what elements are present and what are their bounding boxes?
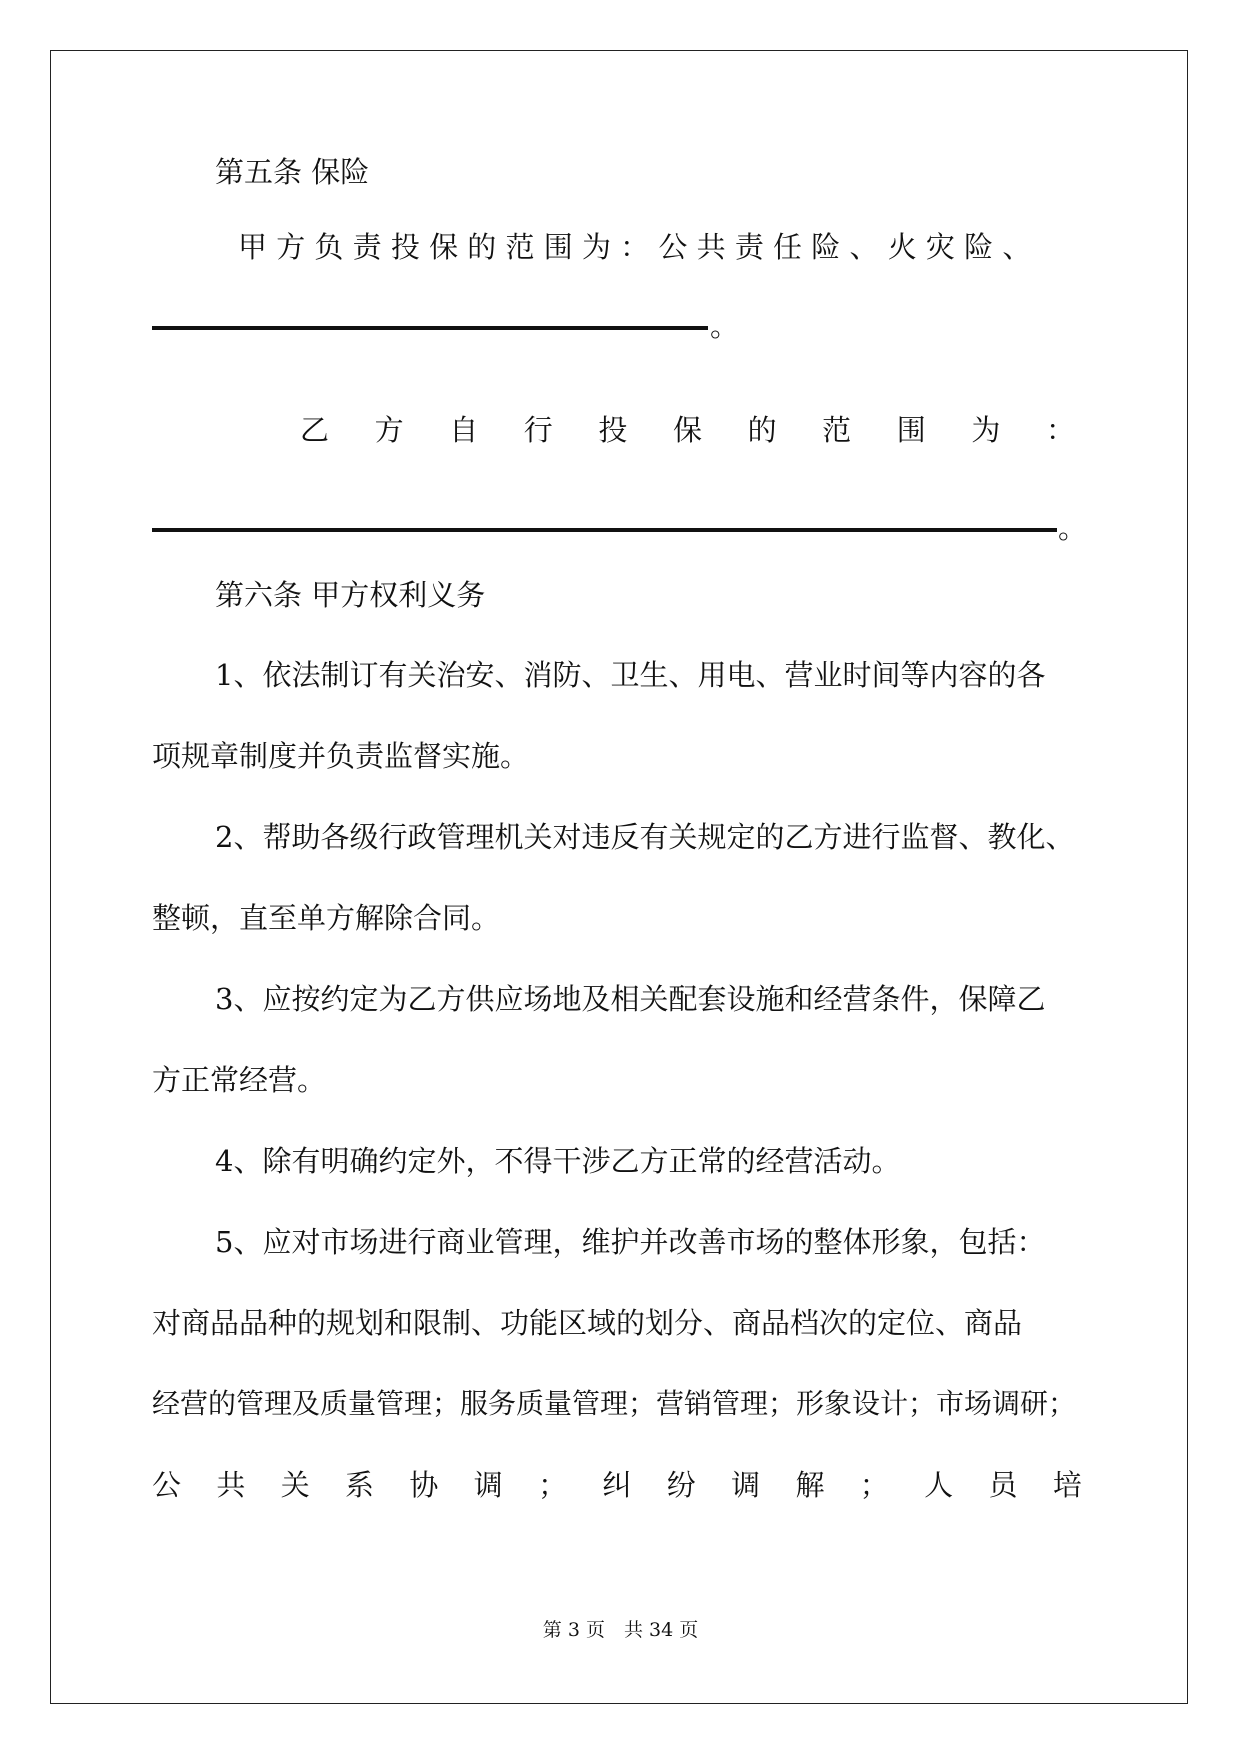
section-5-paragraph-2-char: 方	[374, 413, 404, 447]
item-5-line-4-char: 公	[152, 1468, 182, 1502]
item-5-line-4-char: 培	[1052, 1468, 1082, 1502]
section-5-paragraph-2-char: 投	[598, 413, 628, 447]
section-5-paragraph-2-char: 乙	[300, 413, 330, 447]
item-3-line-1: 3、应按约定为乙方供应场地及相关配套设施和经营条件，保障乙	[215, 982, 1046, 1016]
section-5-paragraph-2-char: 的	[747, 413, 777, 447]
section-5-paragraph-2	[300, 410, 1075, 450]
item-5-line-4-char: 纠	[602, 1468, 632, 1502]
item-5-line-4-char: 纷	[666, 1468, 696, 1502]
item-5-line-4-char: 共	[216, 1468, 246, 1502]
item-5-line-4	[152, 1465, 1082, 1505]
section-5-title: 第五条 保险	[215, 155, 370, 189]
section-5-paragraph-2-char: 自	[449, 413, 479, 447]
section-5-paragraph-2-char: ：	[1045, 413, 1075, 447]
item-5-line-1: 5、应对市场进行商业管理，维护并改善市场的整体形象，包括：	[215, 1225, 1046, 1259]
section-5-paragraph-1: 甲 方 负 责 投 保 的 范 围 为 ： 公 共 责 任 险 、 火 灾 险 、	[238, 230, 1032, 264]
section-5-paragraph-2-char: 范	[822, 413, 852, 447]
item-3-line-2: 方正常经营。	[152, 1063, 327, 1097]
item-1-line-2: 项规章制度并负责监督实施。	[152, 739, 530, 773]
fill-in-blank-1	[152, 326, 708, 330]
page-footer: 第 3 页 共 34 页	[542, 1619, 699, 1641]
item-5-line-4-char: ；	[859, 1468, 889, 1502]
item-5-line-4-char: 调	[473, 1468, 503, 1502]
item-5-line-4-char: 系	[345, 1468, 375, 1502]
section-5-paragraph-2-char: 保	[672, 413, 702, 447]
blank-2-period: 。	[1058, 511, 1088, 545]
item-1-line-1: 1、依法制订有关治安、消防、卫生、用电、营业时间等内容的各	[215, 658, 1046, 692]
item-5-line-4-char: 人	[924, 1468, 954, 1502]
page-border	[50, 50, 1188, 1704]
item-5-line-2: 对商品品种的规划和限制、功能区域的划分、商品档次的定位、商品	[152, 1306, 1023, 1340]
blank-1-period: 。	[710, 309, 740, 343]
section-5-paragraph-2-char: 围	[896, 413, 926, 447]
fill-in-blank-2	[152, 528, 1057, 532]
item-5-line-4-char: 调	[731, 1468, 761, 1502]
item-5-line-4-char: 员	[988, 1468, 1018, 1502]
item-4: 4、除有明确约定外，不得干涉乙方正常的经营活动。	[215, 1144, 901, 1178]
item-5-line-4-char: ；	[538, 1468, 568, 1502]
item-2-line-2: 整顿，直至单方解除合同。	[152, 901, 501, 935]
item-5-line-4-char: 关	[280, 1468, 310, 1502]
section-5-paragraph-2-char: 为	[971, 413, 1001, 447]
item-5-line-4-char: 协	[409, 1468, 439, 1502]
section-5-paragraph-2-char: 行	[523, 413, 553, 447]
section-6-title: 第六条 甲方权利义务	[215, 578, 486, 612]
item-5-line-4-char: 解	[795, 1468, 825, 1502]
item-5-line-3: 经营的管理及质量管理；服务质量管理；营销管理；形象设计；市场调研；	[152, 1387, 1077, 1420]
item-2-line-1: 2、帮助各级行政管理机关对违反有关规定的乙方进行监督、教化、	[215, 820, 1075, 854]
